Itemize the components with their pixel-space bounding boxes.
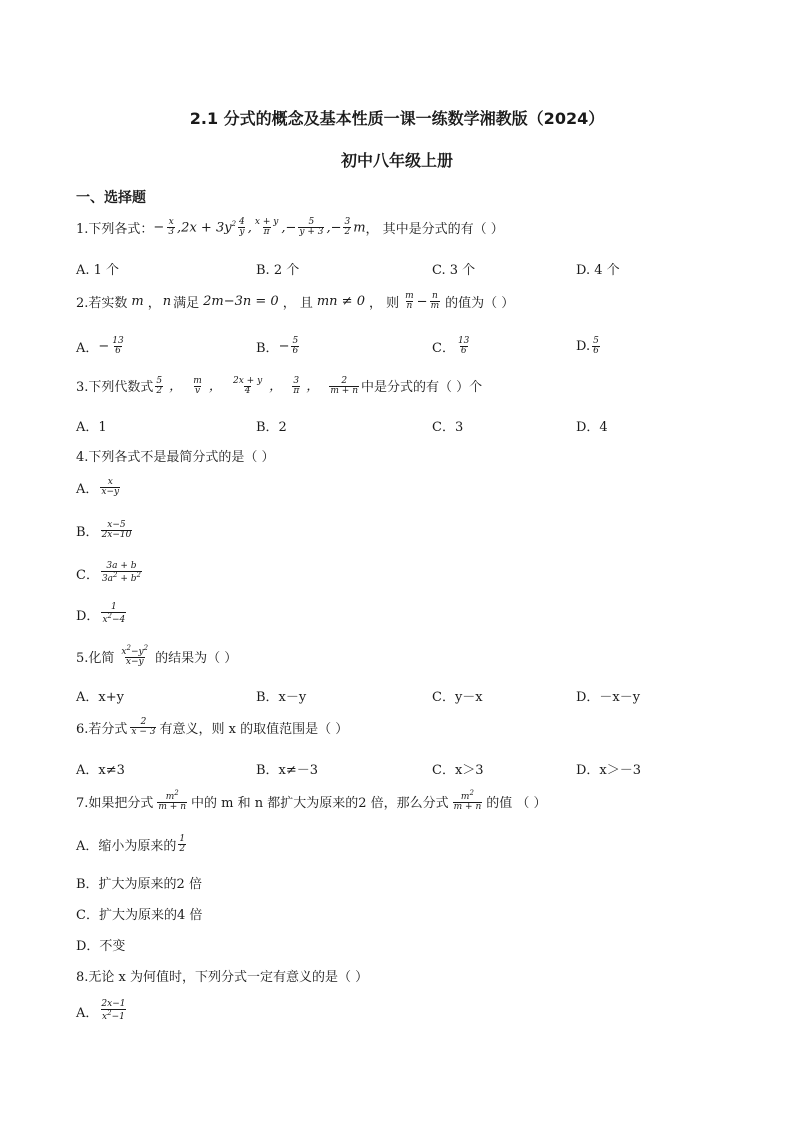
q1-prefix: 1.下列各式： xyxy=(76,222,154,238)
q6-option-d: D．x＞－3 xyxy=(576,763,642,778)
question-8: 8.无论 x 为何值时，下列分式一定有意义的是（ ） xyxy=(76,970,369,985)
q5-option-b: B．x－y xyxy=(256,690,307,705)
q4-option-a: A． $\frac{x}{x-y}$ xyxy=(76,477,120,498)
q2-var-m: m xyxy=(131,294,144,310)
q5-option-d: D．－x－y xyxy=(576,690,641,705)
q2-text-d: ， 且 xyxy=(282,296,313,312)
question-1 xyxy=(76,218,504,238)
q6-suffix: 有意义，则 x 的取值范围是（ ） xyxy=(159,722,349,738)
q7-option-b: B．扩大为原来的2 倍 xyxy=(76,877,202,892)
section-heading: 一、选择题 xyxy=(76,190,146,206)
q4-option-b: B． $\frac{x-5}{2x-10}$ xyxy=(76,520,132,541)
q5-expression: $\frac{x^2-y^2}{x-y}$ xyxy=(121,644,149,668)
q4-option-c: C． $\frac{3a + b}{3a^2 + b^2}$ xyxy=(76,561,142,585)
q7-suffix: 的值 （ ） xyxy=(486,795,547,811)
question-6 xyxy=(76,718,348,738)
q2-option-b: B． − $\frac{5}{6}$ xyxy=(256,336,299,357)
q2-text-e: ， 则 xyxy=(368,296,400,312)
question-2 xyxy=(76,292,514,312)
title-line-2: 初中八年级上册 xyxy=(340,151,453,170)
q3-option-b: B．2 xyxy=(256,420,287,435)
q2-text-f: 的值为（ ） xyxy=(445,296,515,312)
q3-option-c: C．3 xyxy=(432,420,464,435)
q2-option-a: A． − $\frac{13}{6}$ xyxy=(76,336,124,357)
q7-option-d: D．不变 xyxy=(76,939,126,954)
q6-option-c: C．x＞3 xyxy=(432,763,484,778)
q1-option-d: D. 4 个 xyxy=(576,263,620,278)
q2-inequality: mn ≠ 0 xyxy=(316,294,365,310)
q1-option-b: B. 2 个 xyxy=(256,263,300,278)
q7-middle: 中的 m 和 n 都扩大为原来的2 倍，那么分式 xyxy=(191,795,449,811)
title-line-1: 2.1 分式的概念及基本性质一课一练数学湘教版（2024） xyxy=(189,109,605,128)
q2-option-d: D. $\frac{5}{6}$ xyxy=(576,336,599,357)
q3-suffix: 中是分式的有（ ）个 xyxy=(360,380,483,396)
q6-option-b: B．x≠－3 xyxy=(256,763,319,778)
question-5 xyxy=(76,645,237,668)
q2-option-c: C． $\frac{13}{6}$ xyxy=(432,336,470,357)
q1-option-a: A. 1 个 xyxy=(76,263,120,278)
q7-option-c: C．扩大为原来的4 倍 xyxy=(76,908,203,923)
q5-option-c: C．y－x xyxy=(432,690,483,705)
q5-suffix: 的结果为（ ） xyxy=(155,650,238,666)
q7-option-a: A．缩小为原来的 $\frac{1}{2}$ xyxy=(76,834,186,855)
q2-expression: $\frac{m}{n}$ − $\frac{n}{m}$ xyxy=(405,291,440,312)
q7-expression-1: $\frac{m^2}{m + n}$ xyxy=(158,789,186,813)
q3-option-a: A．1 xyxy=(76,420,107,435)
q1-option-c: C. 3 个 xyxy=(432,263,476,278)
q7-prefix: 7.如果把分式 xyxy=(76,795,154,811)
question-3 xyxy=(76,375,482,396)
q3-expressions: $\frac{5}{2}$ ， $\frac{m}{v}$ ， $\frac{2x + y}{4}$ ， $\frac{3}{\pi}$ ， $\frac{2}{m + n}$ xyxy=(156,375,358,396)
q2-text-b: ， xyxy=(147,296,161,312)
q2-text-a: 2.若实数 xyxy=(76,296,128,312)
q1-expression: − $\frac{x}{3}$ $,2x + 3y^2$ $\frac{4}{y}$ , $\frac{x + y}{\pi}$ ,− $\frac{5}{y + 3}$ ,− $\frac{3}{2}$ m xyxy=(153,217,366,238)
q8-option-a: A． $\frac{2x-1}{x^2-1}$ xyxy=(76,999,126,1023)
q6-option-a: A．x≠3 xyxy=(76,763,125,778)
q5-option-a: A．x+y xyxy=(76,690,124,705)
q3-option-d: D．4 xyxy=(576,420,608,435)
q1-suffix: ， 其中是分式的有（ ） xyxy=(365,222,504,238)
q2-var-n: n xyxy=(162,294,172,310)
question-4: 4.下列各式不是最简分式的是（ ） xyxy=(76,450,275,465)
q6-expression: $\frac{2}{x - 3}$ xyxy=(131,717,156,738)
q2-text-c: 满足 xyxy=(173,296,200,312)
q4-option-d: D． $\frac{1}{x^2-4}$ xyxy=(76,602,126,626)
question-7 xyxy=(76,790,547,813)
q3-prefix: 3.下列代数式 xyxy=(76,380,154,396)
q7-expression-2: $\frac{m^2}{m + n}$ xyxy=(453,789,482,813)
q5-prefix: 5.化简 xyxy=(76,650,115,666)
q6-prefix: 6.若分式 xyxy=(76,722,128,738)
q2-equation: 2m−3n = 0 xyxy=(203,294,279,310)
